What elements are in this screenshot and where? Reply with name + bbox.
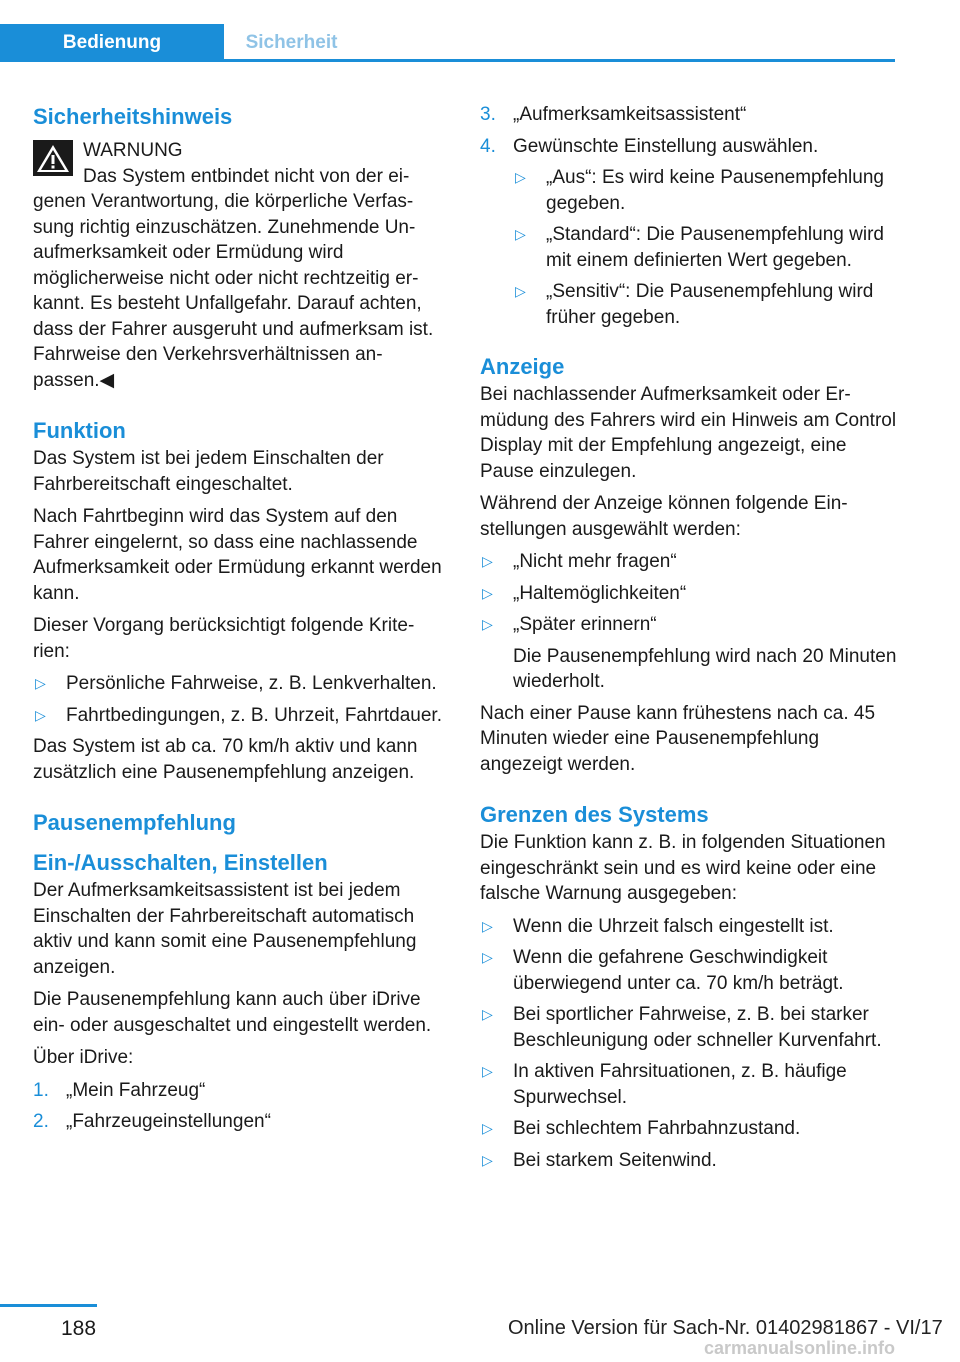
- list-item: ▷ Fahrtbedingungen, z. B. Uhrzeit, Fahrtdauer.: [33, 703, 443, 729]
- setting-options-list: [513, 165, 898, 330]
- list-item: ▷ Persönliche Fahrweise, z. B. Lenkverhalten.: [33, 671, 443, 697]
- page-number: 188: [61, 1317, 97, 1340]
- criteria-list: [33, 671, 443, 728]
- triangle-bullet-icon: ▷: [35, 706, 46, 723]
- triangle-bullet-icon: ▷: [482, 1006, 493, 1022]
- triangle-bullet-icon: ▷: [482, 1120, 493, 1136]
- heading-safety-note: Sicherheitshinweis: [33, 104, 233, 129]
- idrive-steps-list: [33, 1078, 443, 1135]
- list-item: ▷ „Sensitiv“: Die Pausenempfehlung wird früher gegeben.: [515, 281, 874, 328]
- heading-pause-recommendation: Pausenempfehlung: [33, 810, 236, 835]
- paragraph: Nach einer Pause kann frühestens nach ca. 45 Minuten wieder eine Pausenempfehlung angezeigt werden.: [480, 702, 876, 775]
- tab-sicherheit: Sicherheit: [245, 32, 338, 53]
- triangle-bullet-icon: ▷: [515, 226, 526, 242]
- paragraph: Während der Anzeige können folgende Einstellungen ausgewählt werden:: [480, 493, 848, 540]
- triangle-bullet-icon: ▷: [482, 616, 493, 632]
- triangle-bullet-icon: ▷: [35, 675, 46, 691]
- list-item: ▷ „Standard“: Die Pausenempfehlung wird mit einem definierten Wert gegeben.: [515, 224, 884, 271]
- heading-on-off-settings: Ein-/Ausschalten, Einstellen: [33, 850, 328, 875]
- triangle-bullet-icon: ▷: [482, 1063, 493, 1079]
- list-item: ▷ „Haltemöglichkeiten“: [480, 581, 898, 607]
- triangle-bullet-icon: ▷: [482, 1151, 493, 1168]
- heading-function: Funktion: [33, 418, 126, 443]
- triangle-bullet-icon: ▷: [482, 584, 493, 601]
- list-item: ▷ Wenn die Uhrzeit falsch eingestellt ist.: [480, 914, 898, 940]
- triangle-bullet-icon: ▷: [515, 169, 526, 185]
- list-item: ▷ Wenn die gefahrene Geschwindigkeit überwiegend unter ca. 70 km/h beträgt.: [482, 947, 844, 994]
- list-item: ▷ Bei starkem Seitenwind.: [480, 1148, 898, 1174]
- warning-triangle-icon: [33, 140, 73, 176]
- footer-rule: [0, 1304, 97, 1307]
- list-item-continuation: Die Pausenempfehlung wird nach 20 Minuten wiederholt.: [513, 645, 897, 692]
- idrive-steps-list-continued: [480, 102, 898, 330]
- limits-list: [480, 914, 898, 1174]
- paragraph: Dieser Vorgang berücksichtigt folgende Kriterien:: [33, 615, 415, 662]
- list-item: 2. „Fahrzeugeinstellungen“: [33, 1111, 271, 1132]
- tab-underline: [0, 59, 895, 62]
- triangle-bullet-icon: ▷: [482, 553, 493, 569]
- paragraph: Nach Fahrtbeginn wird das System auf den Fahrer eingelernt, so dass eine nachlassende Aufmerksamkeit oder Ermüdung erkannt werden kann.: [33, 506, 442, 604]
- paragraph: Über iDrive:: [33, 1047, 134, 1068]
- heading-system-limits: Grenzen des Systems: [480, 802, 709, 827]
- list-item: ▷ In aktiven Fahrsituationen, z. B. häufige Spurwechsel.: [482, 1061, 847, 1108]
- triangle-bullet-icon: ▷: [515, 283, 526, 299]
- heading-display: Anzeige: [480, 354, 565, 379]
- list-item: ▷ „Später erinnern“: [480, 612, 898, 638]
- right-column: [480, 102, 898, 1179]
- list-item: 4. Gewünschte Einstellung auswählen. ▷ „Aus“: Es wird keine Pausenempfehlung gegeben. ▷ „Standard“: Die Pausenempfehlung wird mit einem definierten Wert gegeben. ▷ „Sensitiv“: Die Pausenempfehlung wird früher gegeben.: [480, 134, 898, 331]
- triangle-bullet-icon: ▷: [482, 949, 493, 965]
- warning-text: genen Verantwortung, die körperliche Verfassung richtig einzuschätzen. Zunehmende Unaufmerksamkeit oder Ermüdung wird möglicherweise nicht oder nicht rechtzeitig erkannt. Es besteht Unfallgefahr. Darauf achten, dass der Fahrer ausgeruht und aufmerksam ist. Fahrweise den Verkehrsverhältnissen anpassen.◀: [33, 191, 434, 391]
- warning-block: [33, 138, 443, 393]
- list-item: 3. „Aufmerksamkeitsassistent“: [480, 104, 747, 125]
- paragraph: Bei nachlassender Aufmerksamkeit oder Ermüdung des Fahrers wird ein Hinweis am Control Display mit der Empfehlung angezeigt, eine Pause einzulegen.: [480, 384, 897, 482]
- section-tab-bar: [0, 24, 895, 62]
- list-item: ▷ „Nicht mehr fragen“: [480, 549, 898, 575]
- triangle-bullet-icon: ▷: [482, 917, 493, 934]
- tab-bedienung: Bedienung: [0, 24, 224, 62]
- warning-title: WARNUNG: [83, 140, 183, 161]
- list-item: 1. „Mein Fahrzeug“: [33, 1079, 206, 1101]
- paragraph: Das System ist ab ca. 70 km/h aktiv und kann zusätzlich eine Pausenempfehlung anzeigen.: [33, 736, 418, 783]
- list-item: ▷ Bei sportlicher Fahrweise, z. B. bei starker Beschleunigung oder schneller Kurvenfahrt.: [482, 1004, 882, 1051]
- paragraph: Der Aufmerksamkeitsassistent ist bei jedem Einschalten der Fahrbereitschaft automatisch aktiv und kann somit eine Pausenempfehlung anzeigen.: [33, 880, 417, 978]
- list-item: ▷ Bei schlechtem Fahrbahnzustand.: [480, 1116, 898, 1142]
- paragraph: Die Pausenempfehlung kann auch über iDrive ein- oder ausgeschaltet und eingestellt werden.: [33, 989, 432, 1036]
- watermark-text: carmanualsonline.info: [704, 1338, 896, 1358]
- display-options-list: [480, 549, 898, 638]
- left-column: [33, 102, 443, 1141]
- online-version-note: Online Version für Sach-Nr. 01402981867 - VI/17: [508, 1317, 943, 1339]
- paragraph: Das System ist bei jedem Einschalten der Fahrbereitschaft eingeschaltet.: [33, 448, 384, 495]
- list-item: ▷ „Aus“: Es wird keine Pausenempfehlung gegeben.: [515, 167, 884, 214]
- warning-text-first-line: Das System entbindet nicht von der ei-: [83, 165, 410, 187]
- paragraph: Die Funktion kann z. B. in folgenden Situationen eingeschränkt sein und es wird keine oder eine falsche Warnung ausgegeben:: [480, 832, 886, 904]
